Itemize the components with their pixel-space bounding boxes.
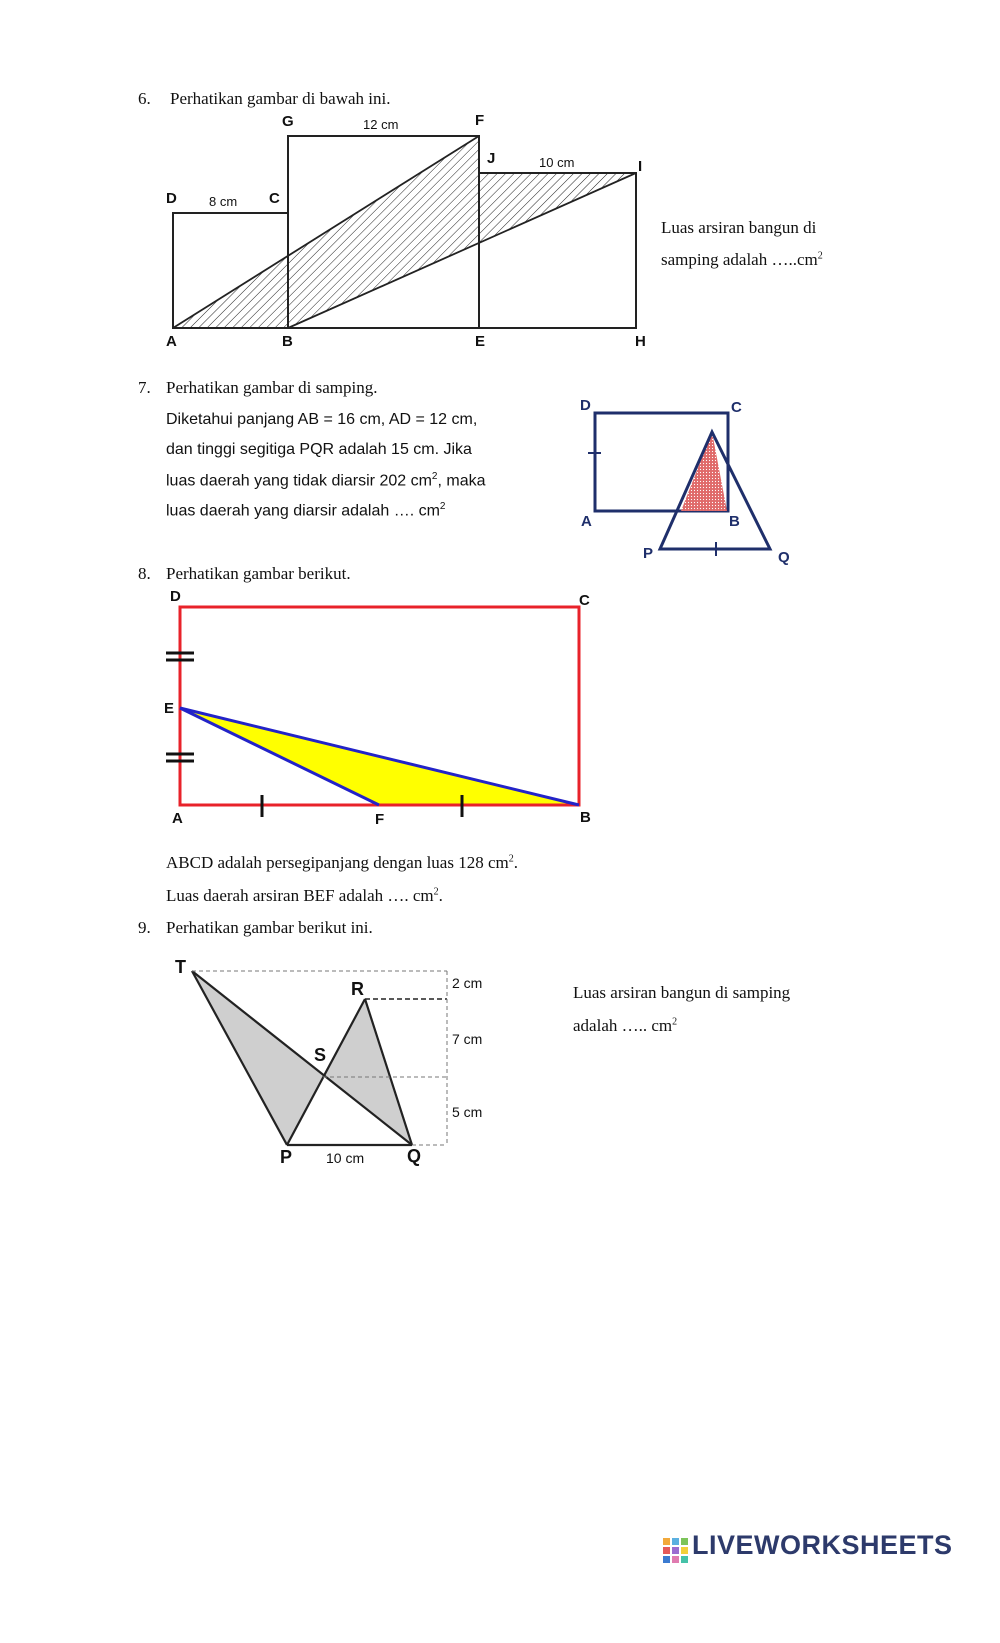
q9-side-line2: adalah ….. $cm^2$ (573, 1016, 678, 1035)
q6-label-f: F (475, 112, 485, 129)
q9-side-line1: Luas arsiran bangun di samping (573, 983, 791, 1002)
q6-label-g: G (282, 113, 294, 130)
q9-shaded-right (323, 999, 412, 1145)
q7-label-d: D (580, 397, 591, 414)
q9-label-r: R (351, 979, 364, 999)
q7-label-b: B (729, 513, 740, 530)
q6-measure-dc: 8 cm (209, 194, 238, 209)
q8-label-b: B (580, 809, 591, 826)
q7-prompt: Perhatikan gambar di samping. (166, 378, 378, 397)
q9-measure-pq: 10 cm (326, 1150, 365, 1166)
q7-line3: luas daerah yang tidak diarsir 202 $cm^2$, maka (166, 471, 486, 490)
q6-label-j: J (487, 150, 496, 167)
logo-grid-icon (663, 1538, 688, 1563)
q6-label-e: E (475, 333, 486, 350)
q6-prompt: Perhatikan gambar di bawah ini. (170, 89, 391, 108)
q8-prompt: Perhatikan gambar berikut. (166, 564, 351, 583)
q6-label-h: H (635, 333, 646, 350)
q7-label-a: A (581, 513, 592, 530)
q9-label-q: Q (407, 1146, 422, 1166)
liveworksheets-logo (663, 1530, 953, 1563)
q8-line1: ABCD adalah persegipanjang dengan luas 128 $cm^2$. (166, 853, 518, 872)
q6-measure-gf: 12 cm (363, 117, 399, 132)
q6-side-line2: samping adalah $\dots..cm^2$ (661, 250, 823, 269)
q7-line1: Diketahui panjang AB = 16 cm, AD = 12 cm, (166, 411, 478, 428)
q9-measure-m3: 5 cm (452, 1104, 483, 1120)
q8-label-a: A (172, 810, 183, 827)
q8-label-f: F (375, 811, 385, 828)
q6-label-b: B (282, 333, 293, 350)
q9-measure-m2: 7 cm (452, 1031, 483, 1047)
q7-label-p: P (643, 545, 654, 562)
q8-number: 8. (138, 564, 151, 583)
q9-prompt: Perhatikan gambar berikut ini. (166, 918, 373, 937)
q9-label-p: P (280, 1147, 293, 1167)
q6-measure-ji: 10 cm (539, 155, 575, 170)
q6-label-c: C (269, 190, 280, 207)
q9-label-s: S (314, 1045, 327, 1065)
q8-label-c: C (579, 592, 590, 609)
q6-label-a: A (166, 333, 177, 350)
q8-label-e: E (164, 700, 175, 717)
logo-text: LIVEWORKSHEETS (692, 1530, 953, 1560)
q6-number: 6. (138, 89, 151, 108)
q9-label-t: T (175, 957, 186, 977)
q9-measure-m1: 2 cm (452, 975, 483, 991)
q8-line2: Luas daerah arsiran BEF adalah …. $cm^2$. (166, 886, 443, 905)
q7-line2: dan tinggi segitiga PQR adalah 15 cm. Jika (166, 441, 472, 458)
q6-label-d: D (166, 190, 177, 207)
q7-shaded-region (681, 432, 727, 511)
q9-number: 9. (138, 918, 151, 937)
q7-number: 7. (138, 378, 151, 397)
q7-label-c: C (731, 399, 742, 416)
q7-line4: luas daerah yang diarsir adalah …. $cm^2$ (166, 501, 446, 520)
q6-label-i: I (638, 158, 643, 175)
q7-label-q: Q (778, 549, 790, 566)
q8-label-d: D (170, 588, 181, 605)
q6-side-line1: Luas arsiran bangun di (661, 218, 817, 237)
